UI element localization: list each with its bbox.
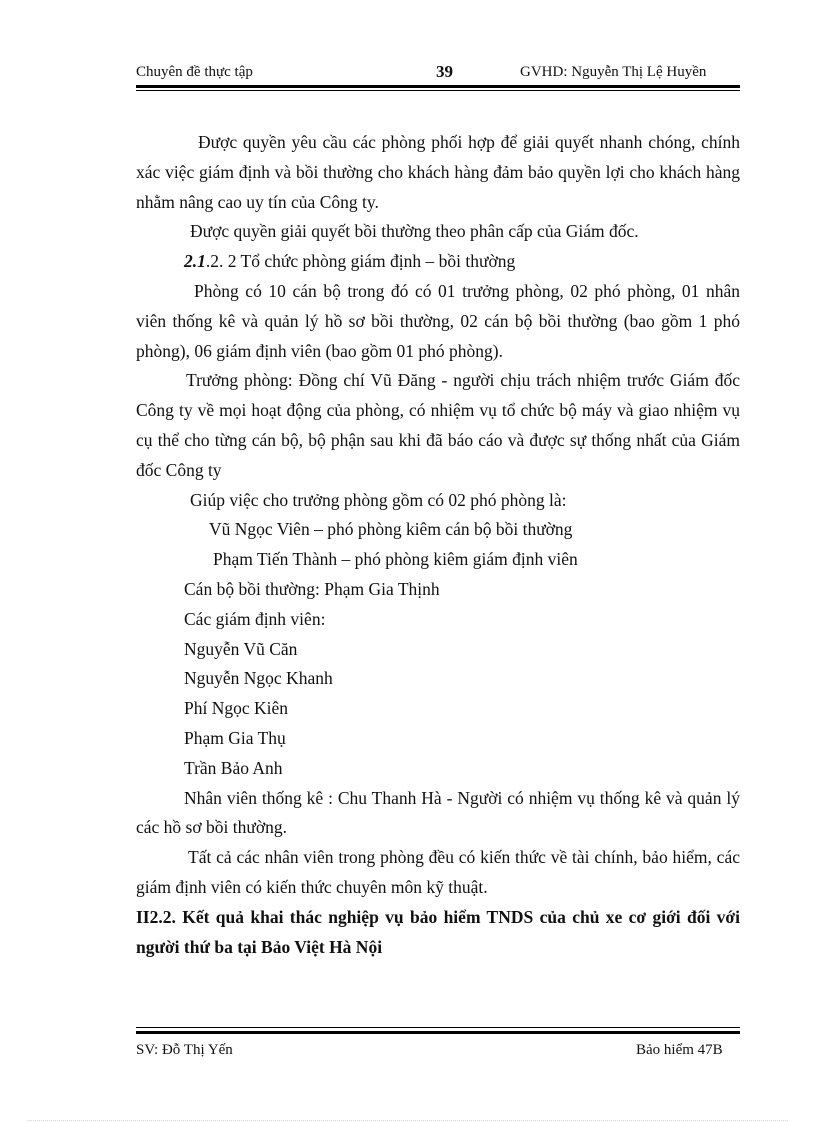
page-edge-dotted-line: [28, 1120, 788, 1121]
assessor-item: Nguyễn Vũ Căn: [184, 638, 298, 659]
footer-rule-thick: [136, 1031, 740, 1034]
section-heading-ii-2-2: II2.2. Kết quả khai thác nghiệp vụ bảo hiểm TNDS của chủ xe cơ giới đối với người thứ ba tại Bảo Việt Hà Nội: [136, 906, 740, 957]
paragraph-deputies-intro: Giúp việc cho trưởng phòng gồm có 02 phó phòng là:: [190, 489, 567, 510]
header-supervisor: GVHD: Nguyễn Thị Lệ Huyền: [520, 64, 707, 80]
paragraph-statistician: Nhân viên thống kê : Chu Thanh Hà - Người có nhiệm vụ thống kê và quản lý các hồ sơ bồi thường.: [136, 787, 740, 838]
header-title: Chuyên đề thực tập: [136, 64, 253, 80]
paragraph-staff-knowledge: Tất cả các nhân viên trong phòng đều có kiến thức về tài chính, bảo hiểm, các giám định viên có kiến thức chuyên môn kỹ thuật.: [136, 847, 740, 897]
page-number: 39: [436, 62, 453, 81]
paragraph-rights-compensation: Được quyền giải quyết bồi thường theo phân cấp của Giám đốc.: [190, 221, 639, 242]
paragraph-rights-coordination: Được quyền yêu cầu các phòng phối hợp để giải quyết nhanh chóng, chính xác việc giám định và bồi thường cho khách hàng đảm bảo quyền lợi cho khách hàng nhằm nâng cao uy tín của Công ty.: [136, 132, 740, 212]
footer-class: Bảo hiểm 47B: [636, 1042, 723, 1058]
assessor-item: Phí Ngọc Kiên: [184, 698, 289, 719]
footer-student: SV: Đỗ Thị Yến: [136, 1042, 233, 1058]
section-number: 2.1: [184, 251, 206, 272]
assessor-item: Nguyễn Ngọc Khanh: [184, 668, 333, 689]
assessor-item: Trần Bảo Anh: [184, 757, 283, 778]
header-rule-thin: [136, 90, 740, 91]
header-rule-thick: [136, 85, 740, 88]
assessor-item: Phạm Gia Thụ: [184, 727, 286, 748]
page-body: [136, 128, 740, 962]
deputy-2: Phạm Tiến Thành – phó phòng kiêm giám định viên: [213, 549, 578, 570]
page-header: [136, 62, 739, 82]
footer-rule-thin: [136, 1027, 740, 1028]
paragraph-head-of-department: Trưởng phòng: Đồng chí Vũ Đăng - người chịu trách nhiệm trước Giám đốc Công ty về mọi hoạt động của phòng, có nhiệm vụ tổ chức bộ máy và giao nhiệm vụ cụ thể cho từng cán bộ, bộ phận sau khi đã báo cáo và được sự thống nhất của Giám đốc Công ty: [136, 370, 740, 480]
section-title: .2. 2 Tổ chức phòng giám định – bồi thường: [205, 251, 516, 272]
paragraph-staffing: Phòng có 10 cán bộ trong đó có 01 trưởng phòng, 02 phó phòng, 01 nhân viên thống kê và quản lý hồ sơ bồi thường, 02 cán bộ bồi thường (bao gồm 1 phó phòng), 06 giám định viên (bao gồm 01 phó phòng).: [136, 280, 740, 361]
section-heading-2-1-2-2: [136, 247, 740, 277]
claims-officer: Cán bộ bồi thường: Phạm Gia Thịnh: [184, 578, 440, 599]
deputy-1: Vũ Ngọc Viên – phó phòng kiêm cán bộ bồi thường: [209, 519, 573, 540]
assessors-label: Các giám định viên:: [184, 608, 326, 629]
